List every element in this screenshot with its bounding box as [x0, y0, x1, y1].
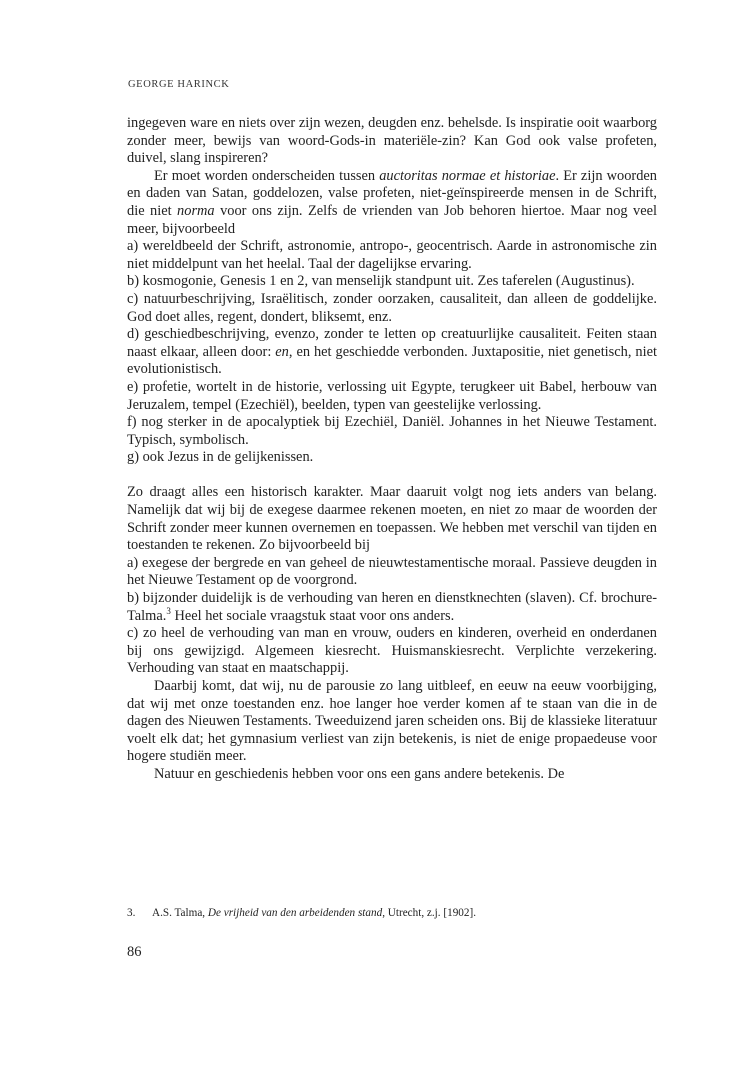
text-segment: , Utrecht, z.j. [1902].	[382, 907, 477, 919]
footnote	[127, 906, 657, 920]
italic-text: norma	[177, 202, 215, 219]
paragraph	[127, 273, 657, 291]
text-segment: f) nog sterker in de apocalyptiek bij Ezechiël, Daniël. Johannes in het Nieuwe Testament. Typisch, symbolisch.	[127, 414, 657, 448]
text-segment: Zo draagt alles een historisch karakter. Maar daaruit volgt nog iets anders van belang. Namelijk dat wij bij de exegese daarmee rekenen moeten, en niet zo maar de woorden der Schrift zonder meer kunnen overnemen en toepassen. We hebben met verschil van tijden en toestanden te rekenen. Zo bijvoorbeeld bij	[127, 484, 657, 554]
text-segment: . Er zijn woorden en daden van Satan, goddelozen, valse profeten, niet-geïnspireerde mensen in de Schrift, die niet	[127, 167, 657, 219]
paragraph	[127, 449, 657, 467]
paragraph	[127, 238, 657, 273]
text-segment: c) zo heel de verhouding van man en vrouw, ouders en kinderen, overheid en onderdanen bij ons gewijzigd. Algemeen kiesrecht. Huismanskiesrecht. Verplichte verzekering. Verhouding van staat en maatschappij.	[127, 625, 657, 677]
text-segment: a) exegese der bergrede en van geheel de nieuwtestamentische moraal. Passieve deugden in het Nieuwe Testament op de voorgrond.	[127, 554, 657, 589]
paragraph	[127, 115, 657, 168]
text-segment: A.S. Talma,	[152, 907, 208, 919]
footnote-number: 3.	[127, 907, 136, 919]
footnote-text	[152, 907, 476, 919]
text-segment: Natuur en geschiedenis hebben voor ons een gans andere betekenis. De	[154, 765, 565, 782]
paragraph	[127, 555, 657, 590]
text-segment: c) natuurbeschrijving, Israëlitisch, zonder oorzaken, causaliteit, dan alleen de goddelijke. God doet alles, regent, dondert, bliksemt, enz.	[127, 290, 657, 325]
paragraph	[127, 326, 657, 379]
paragraph	[127, 678, 657, 766]
text-segment: b) bijzonder duidelijk is de verhouding van heren en dienstknechten (slaven). Cf. brochure-Talma.	[127, 590, 657, 624]
italic-text: De vrijheid van den arbeidenden stand	[207, 907, 383, 919]
text-segment: Daarbij komt, dat wij, nu de parousie zo lang uitbleef, en eeuw na eeuw voorbijging, dat wij met onze toestanden enz. hoe langer hoe verder komen af te staan van die in de dagen des Nieuwen Testaments. Tweeduizend jaren scheiden ons. Bij de klassieke literatuur voelt elk dat; het gymnasium verliest van zijn betekenis, is niet de enige propaedeuse voor hogere studiën meer.	[127, 678, 657, 765]
page-number: 86	[127, 944, 142, 960]
paragraph	[127, 625, 657, 678]
footnote-ref: 3	[166, 605, 171, 616]
text-segment: voor ons zijn. Zelfs de vrienden van Job behoren hiertoe. Maar nog veel meer, bijvoorbeeld	[127, 202, 657, 237]
text-segment: b) kosmogonie, Genesis 1 en 2, van menselijk standpunt uit. Zes taferelen (Augustinus).	[127, 273, 635, 290]
text-segment: , en het geschiedde verbonden. Juxtapositie, niet genetisch, niet evolutionistisch.	[127, 343, 657, 378]
paragraph	[127, 766, 657, 784]
text-segment: ingegeven ware en niets over zijn wezen, deugden enz. behelsde. Is inspiratie ooit waarborg zonder meer, bewijs van woord-Gods-in materiële-zin? Kan God ook valse profeten, duivel, slang inspireren?	[127, 115, 657, 167]
text-segment: g) ook Jezus in de gelijkenissen.	[127, 449, 314, 466]
text-segment: Er moet worden onderscheiden tussen	[154, 167, 380, 184]
paragraph	[127, 484, 657, 554]
paragraph	[127, 379, 657, 414]
paragraph	[127, 291, 657, 326]
paragraph	[127, 168, 657, 238]
text-segment: Heel het sociale vraagstuk staat voor ons anders.	[170, 607, 455, 624]
italic-text: auctoritas normae et historiae	[379, 167, 556, 184]
text-segment: d) geschiedbeschrijving, evenzo, zonder te letten op creatuurlijke causaliteit. Feiten staan naast elkaar, alleen door:	[127, 326, 657, 360]
paragraph	[127, 414, 657, 449]
text-segment: a) wereldbeeld der Schrift, astronomie, antropo-, geocentrisch. Aarde in astronomische zin niet middelpunt van het heelal. Taal der dagelijkse ervaring.	[127, 238, 657, 272]
paragraph-spacer	[127, 467, 657, 485]
paragraph	[127, 590, 657, 625]
text-segment: e) profetie, wortelt in de historie, verlossing uit Egypte, terugkeer uit Babel, herbouw van Jeruzalem, tempel (Ezechiël), beelden, typen van geestelijke verlossing.	[127, 378, 657, 413]
main-text	[127, 115, 657, 784]
running-header: GEORGE HARINCK	[128, 79, 230, 90]
italic-text: en	[275, 343, 289, 360]
